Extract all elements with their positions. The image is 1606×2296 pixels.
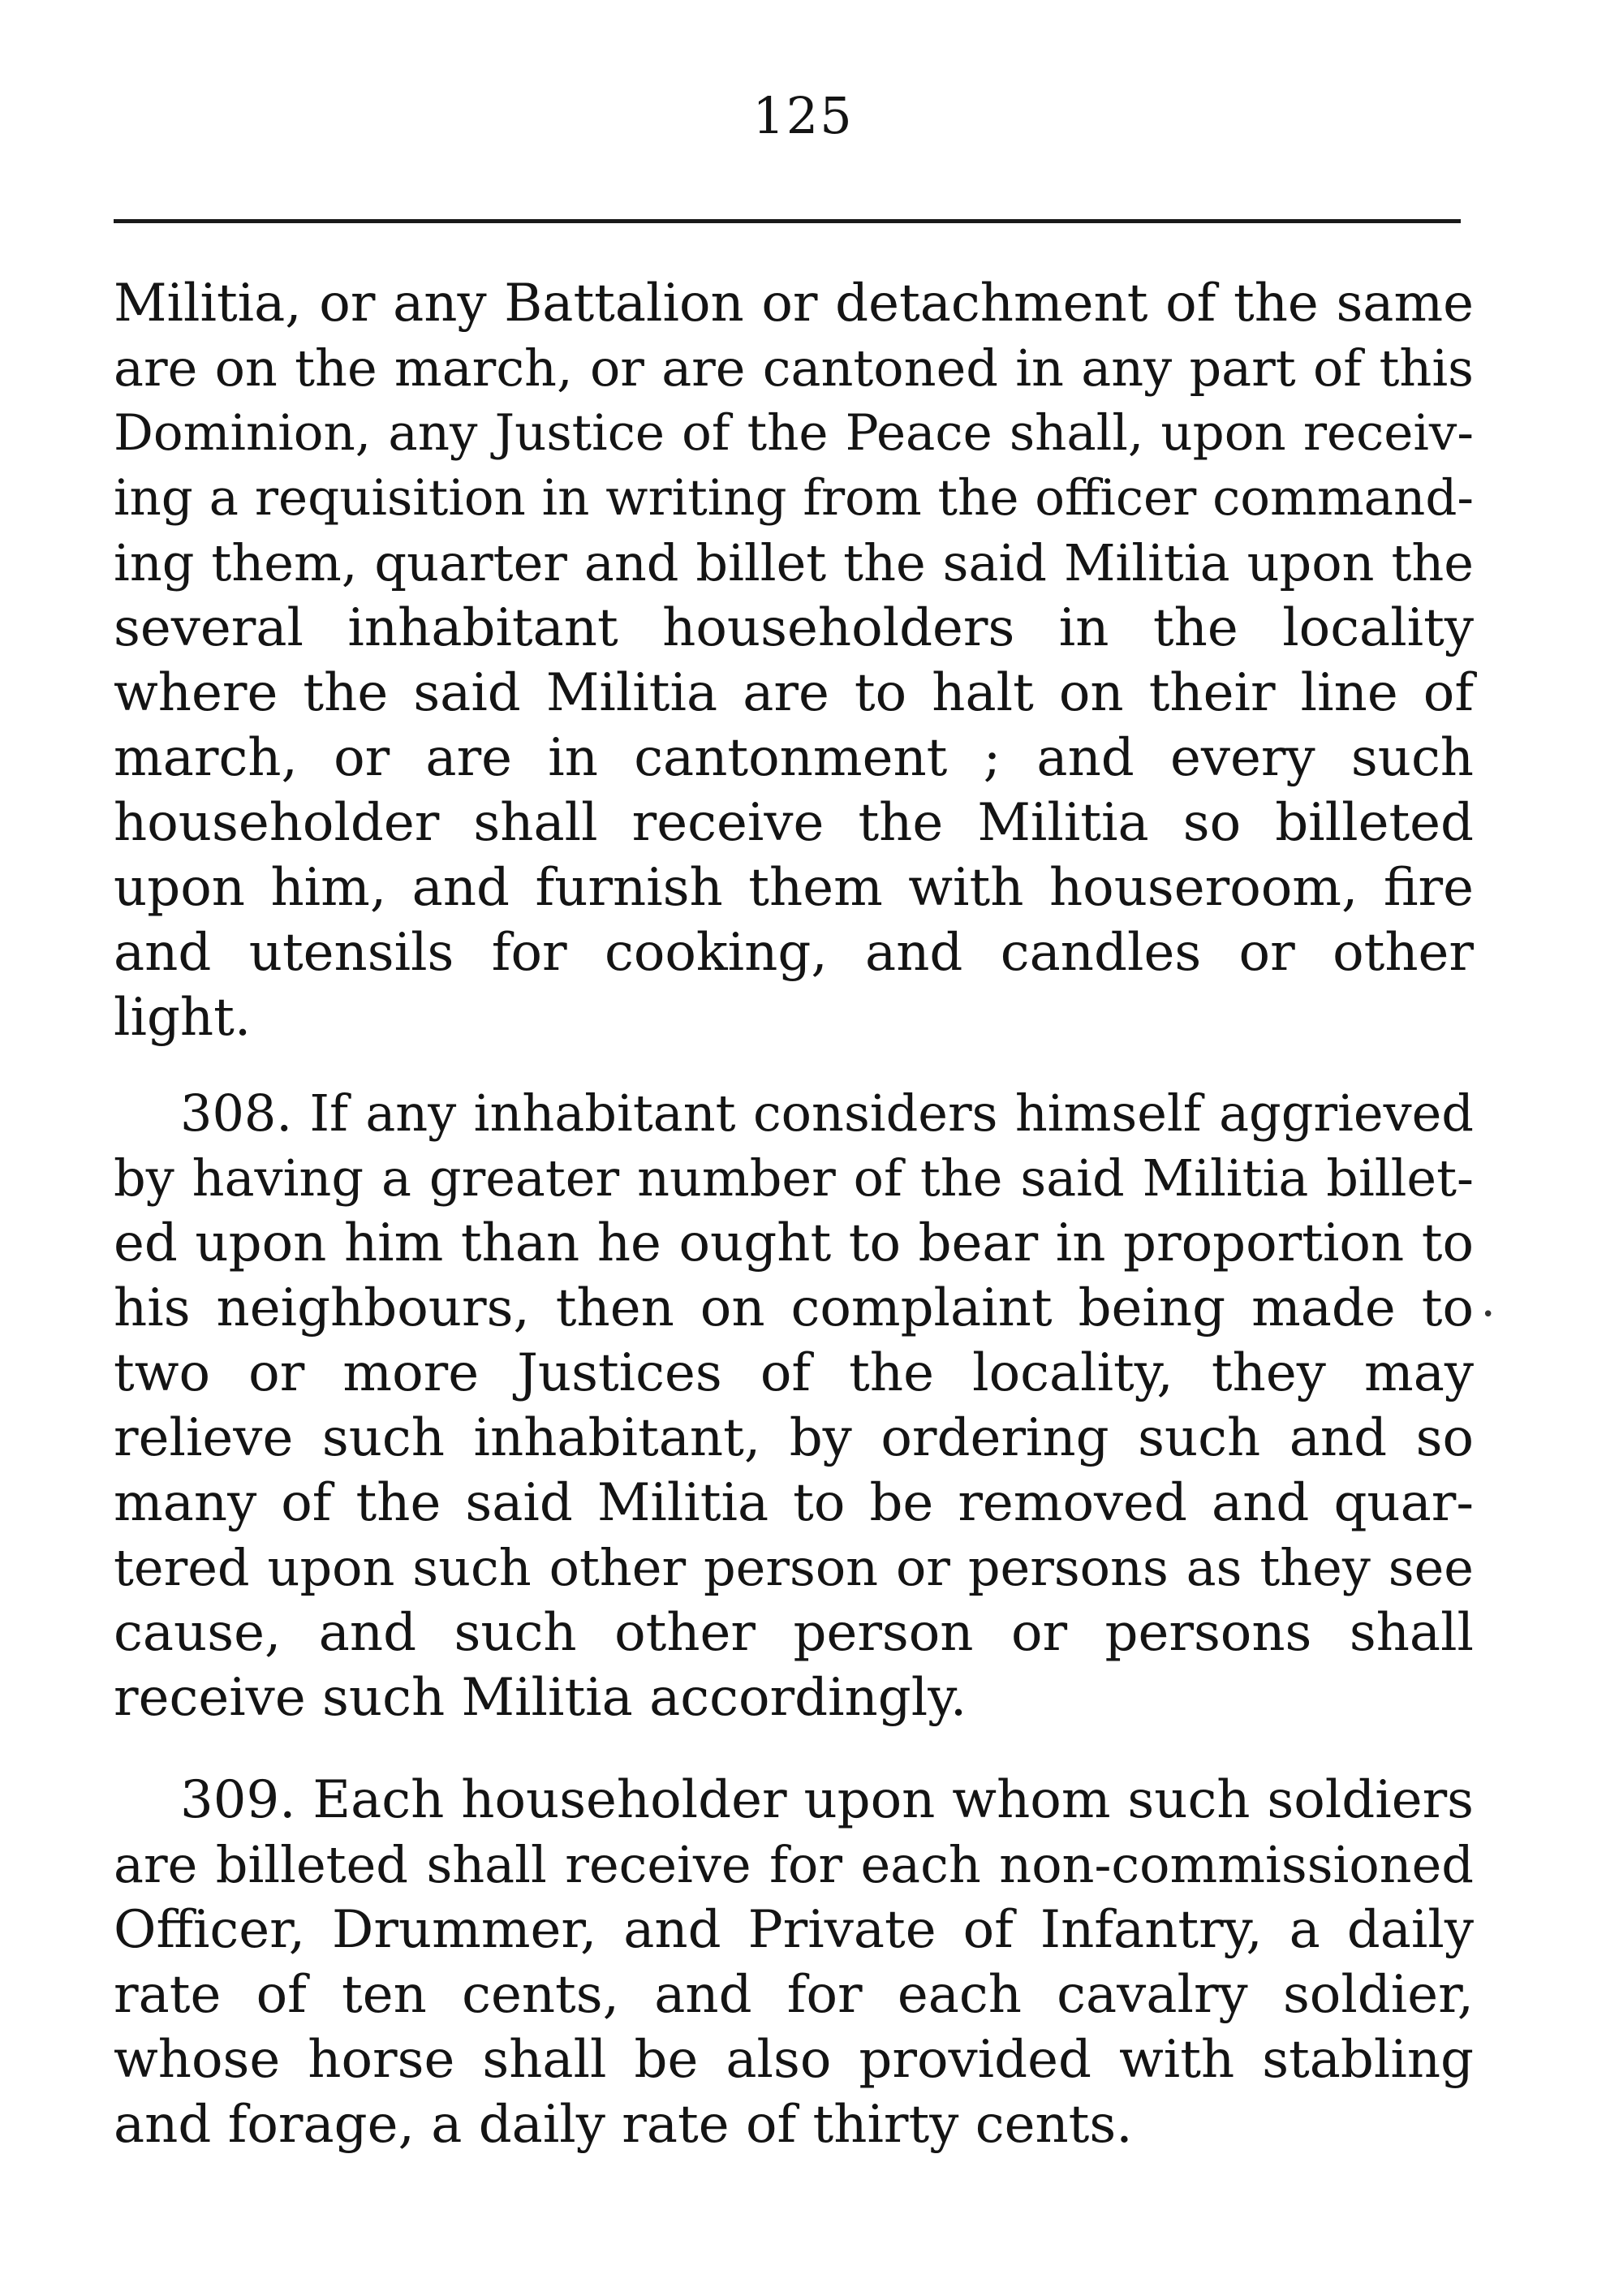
header-rule xyxy=(114,219,1461,223)
text-line: householder shall receive the Militia so billeted xyxy=(114,793,1474,853)
text-line: light. xyxy=(114,988,252,1048)
text-line: and forage, a daily rate of thirty cents. xyxy=(114,2095,1133,2155)
text-line: two or more Justices of the locality, they may xyxy=(114,1343,1474,1403)
text-line: many of the said Militia to be removed and quar- xyxy=(114,1473,1474,1533)
text-line: his neighbours, then on complaint being made to xyxy=(114,1278,1474,1338)
text-line: march, or are in cantonment ; and every such xyxy=(114,728,1474,788)
margin-speck: • xyxy=(1482,1303,1495,1327)
text-line: relieve such inhabitant, by ordering such and so xyxy=(114,1408,1474,1468)
section-first-line: 308. If any inhabitant considers himself aggrieved xyxy=(180,1083,1474,1143)
text-line: upon him, and furnish them with houseroom, fire xyxy=(114,858,1474,918)
text-line: are on the march, or are cantoned in any part of this xyxy=(114,338,1474,398)
text-line: and utensils for cooking, and candles or other xyxy=(114,923,1474,983)
text-line: tered upon such other person or persons as they see xyxy=(114,1538,1474,1597)
text-line: several inhabitant householders in the locality xyxy=(114,598,1474,658)
text-line: receive such Militia accordingly. xyxy=(114,1668,967,1728)
text-line: by having a greater number of the said Militia billet- xyxy=(114,1148,1474,1208)
text-line: where the said Militia are to halt on their line of xyxy=(114,663,1474,723)
text-line: ing a requisition in writing from the officer command- xyxy=(114,469,1474,527)
text-line: ing them, quarter and billet the said Militia upon the xyxy=(114,533,1474,592)
text-line: rate of ten cents, and for each cavalry soldier, xyxy=(114,1965,1474,2025)
section-first-line: 309. Each householder upon whom such soldiers xyxy=(180,1770,1474,1830)
text-line: Dominion, any Justice of the Peace shall, upon receiv- xyxy=(114,404,1474,462)
text-line: Officer, Drummer, and Private of Infantry, a daily xyxy=(114,1900,1474,1960)
text-line: are billeted shall receive for each non-commissioned xyxy=(114,1835,1474,1894)
text-line: ed upon him than he ought to bear in proportion to xyxy=(114,1213,1474,1273)
text-line: whose horse shall be also provided with stabling xyxy=(114,2030,1474,2090)
text-line: cause, and such other person or persons shall xyxy=(114,1603,1474,1663)
text-line: Militia, or any Battalion or detachment of the same xyxy=(114,274,1474,334)
page-number: 125 xyxy=(752,86,854,145)
